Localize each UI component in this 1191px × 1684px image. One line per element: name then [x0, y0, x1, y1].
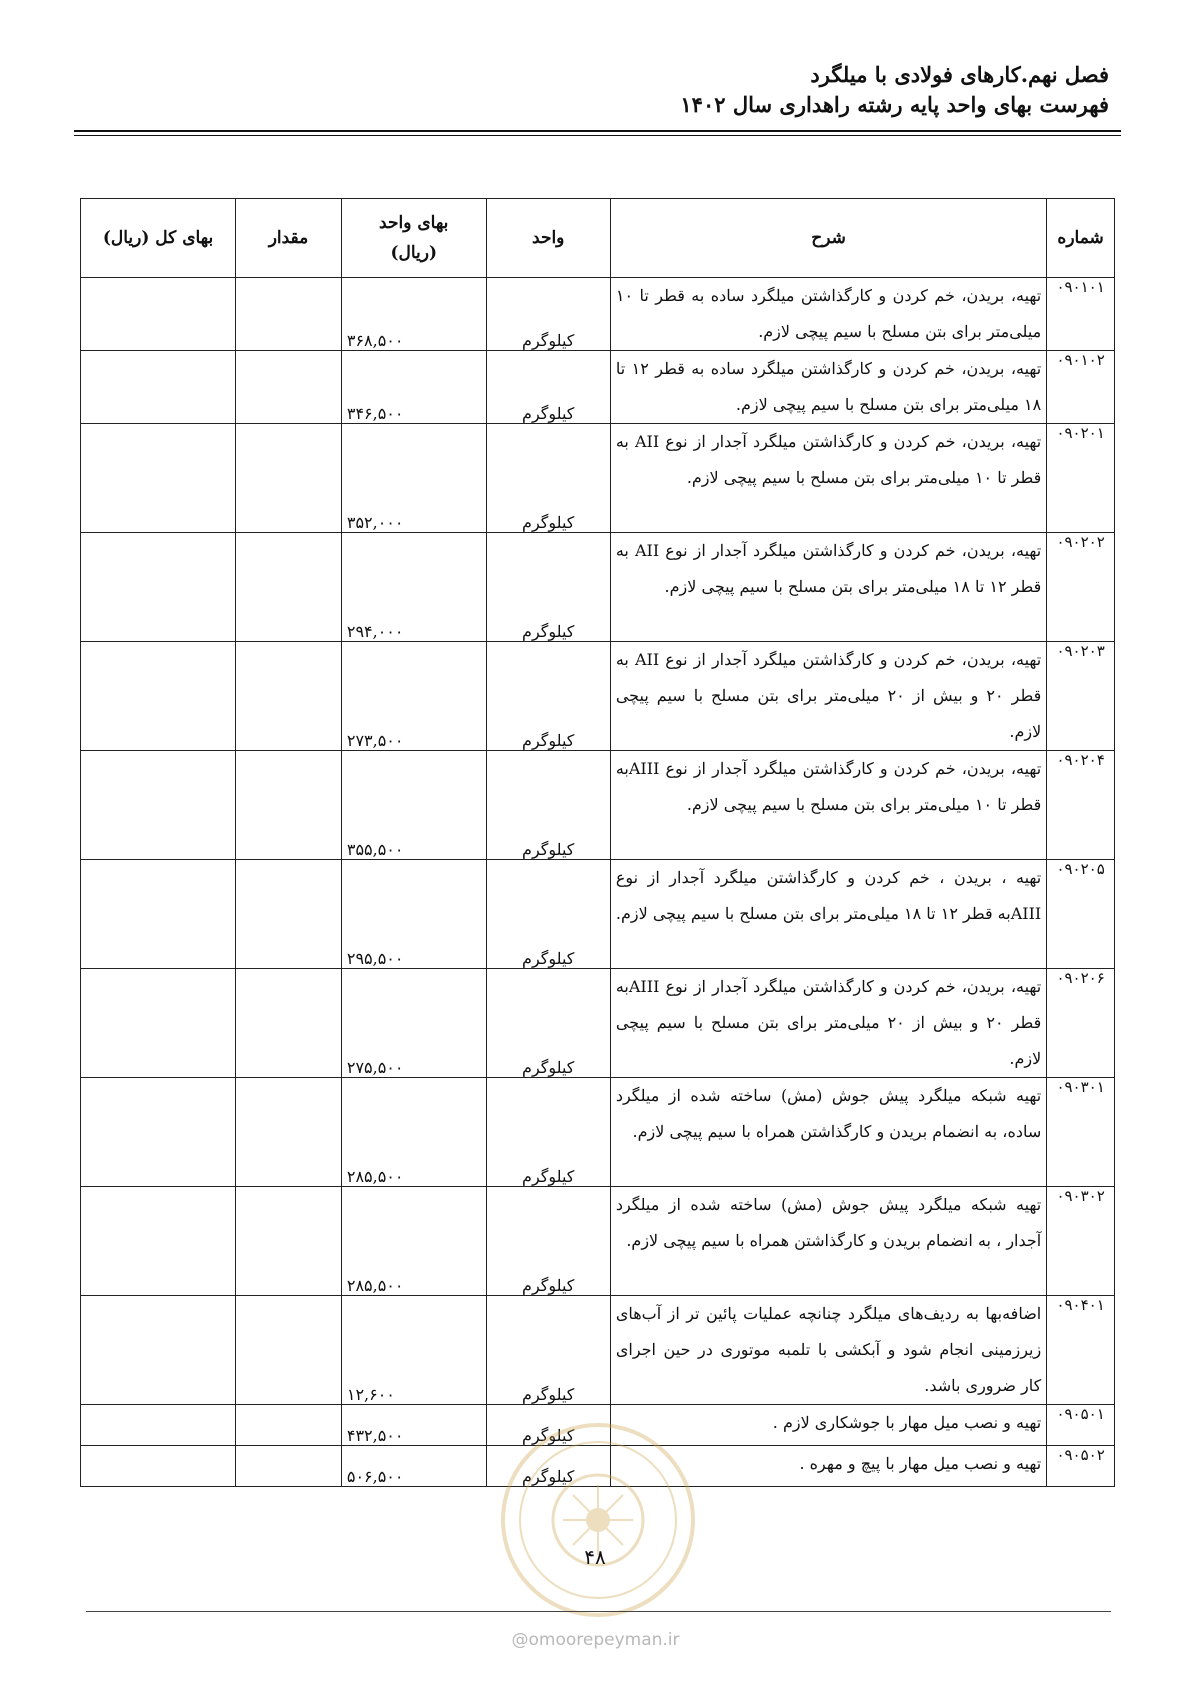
item-quantity [236, 642, 342, 751]
item-total-price [81, 1446, 236, 1487]
item-code: ۰۹۰۳۰۲ [1047, 1187, 1115, 1296]
item-code: ۰۹۰۱۰۲ [1047, 351, 1115, 424]
item-unit-price: ۵۰۶,۵۰۰ [341, 1446, 486, 1487]
item-code: ۰۹۰۵۰۱ [1047, 1405, 1115, 1446]
table-row [81, 751, 1115, 860]
column-header-quantity: مقدار [236, 199, 342, 278]
item-quantity [236, 278, 342, 351]
item-unit: کیلوگرم [486, 1296, 610, 1405]
item-total-price [81, 533, 236, 642]
item-quantity [236, 351, 342, 424]
item-unit: کیلوگرم [486, 860, 610, 969]
column-header-total-price: بهای کل (ریال) [81, 199, 236, 278]
item-unit-price: ۳۵۵,۵۰۰ [341, 751, 486, 860]
table-row [81, 278, 1115, 351]
item-description: تهیه، بریدن، خم کردن و کارگذاشتن میلگرد ساده به قطر ۱۲ تا ۱۸ میلی‌متر برای بتن مسلح با سیم پیچی لازم. [610, 351, 1046, 424]
column-header-description: شرح [610, 199, 1046, 278]
column-header-unit-price-label: بهای واحد (ریال) [379, 213, 449, 263]
item-quantity [236, 1187, 342, 1296]
item-unit: کیلوگرم [486, 533, 610, 642]
price-table [80, 198, 1115, 1487]
item-total-price [81, 278, 236, 351]
item-description: تهیه، بریدن، خم کردن و کارگذاشتن میلگرد آجدار از نوع AIIIبه قطر تا ۱۰ میلی‌متر برای بتن مسلح با سیم پیچی لازم. [610, 751, 1046, 860]
item-unit: کیلوگرم [486, 1446, 610, 1487]
item-unit-price: ۲۸۵,۵۰۰ [341, 1187, 486, 1296]
site-watermark: @omoorepeyman.ir [511, 1630, 680, 1650]
item-description: تهیه و نصب میل مهار با جوشکاری لازم . [610, 1405, 1046, 1446]
item-description: اضافه‌بها به ردیف‌های میلگرد چنانچه عملیات پائین تر از آب‌های زیرزمینی انجام شود و آبکشی با تلمبه موتوری در حین اجرای کار ضروری باشد. [610, 1296, 1046, 1405]
item-quantity [236, 1078, 342, 1187]
item-total-price [81, 351, 236, 424]
table-row [81, 1187, 1115, 1296]
table-row [81, 1296, 1115, 1405]
item-description: تهیه، بریدن، خم کردن و کارگذاشتن میلگرد آجدار از نوع AIIIبه قطر ۲۰ و بیش از ۲۰ میلی‌متر برای بتن مسلح با سیم پیچی لازم. [610, 969, 1046, 1078]
column-header-code: شماره [1047, 199, 1115, 278]
item-description: تهیه، بریدن، خم کردن و کارگذاشتن میلگرد آجدار از نوع AII به قطر تا ۱۰ میلی‌متر برای بتن مسلح با سیم پیچی لازم. [610, 424, 1046, 533]
table-row [81, 860, 1115, 969]
item-total-price [81, 424, 236, 533]
header-divider-thin [74, 135, 1121, 136]
item-code: ۰۹۰۲۰۳ [1047, 642, 1115, 751]
item-total-price [81, 969, 236, 1078]
item-quantity [236, 1296, 342, 1405]
item-total-price [81, 751, 236, 860]
table-row [81, 642, 1115, 751]
item-total-price [81, 1078, 236, 1187]
item-unit-price: ۲۹۴,۰۰۰ [341, 533, 486, 642]
item-unit-price: ۲۸۵,۵۰۰ [341, 1078, 486, 1187]
item-code: ۰۹۰۵۰۲ [1047, 1446, 1115, 1487]
item-description: تهیه و نصب میل مهار با پیچ و مهره . [610, 1446, 1046, 1487]
page-number: ۴۸ [584, 1545, 606, 1569]
item-code: ۰۹۰۲۰۵ [1047, 860, 1115, 969]
item-description: تهیه، بریدن، خم کردن و کارگذاشتن میلگرد آجدار از نوع AII به قطر ۱۲ تا ۱۸ میلی‌متر برای بتن مسلح با سیم پیچی لازم. [610, 533, 1046, 642]
item-quantity [236, 969, 342, 1078]
header-divider [74, 130, 1121, 132]
table-row [81, 969, 1115, 1078]
item-quantity [236, 751, 342, 860]
item-code: ۰۹۰۲۰۶ [1047, 969, 1115, 1078]
item-unit-price: ۳۶۸,۵۰۰ [341, 278, 486, 351]
item-description: تهیه، بریدن، خم کردن و کارگذاشتن میلگرد ساده به قطر تا ۱۰ میلی‌متر برای بتن مسلح با سیم پیچی لازم. [610, 278, 1046, 351]
item-unit: کیلوگرم [486, 751, 610, 860]
item-unit-price: ۲۷۳,۵۰۰ [341, 642, 486, 751]
item-total-price [81, 1187, 236, 1296]
item-code: ۰۹۰۲۰۲ [1047, 533, 1115, 642]
item-code: ۰۹۰۱۰۱ [1047, 278, 1115, 351]
item-unit-price: ۳۴۶,۵۰۰ [341, 351, 486, 424]
item-quantity [236, 533, 342, 642]
table-row [81, 424, 1115, 533]
table-row [81, 351, 1115, 424]
page-header [69, 60, 1119, 120]
item-total-price [81, 1405, 236, 1446]
item-quantity [236, 860, 342, 969]
item-unit-price: ۲۷۵,۵۰۰ [341, 969, 486, 1078]
item-total-price [81, 860, 236, 969]
item-unit-price: ۴۳۲,۵۰۰ [341, 1405, 486, 1446]
item-unit: کیلوگرم [486, 351, 610, 424]
item-unit: کیلوگرم [486, 642, 610, 751]
item-unit-price: ۳۵۲,۰۰۰ [341, 424, 486, 533]
table-header-row [81, 199, 1115, 278]
item-unit-price: ۲۹۵,۵۰۰ [341, 860, 486, 969]
item-unit-price: ۱۲,۶۰۰ [341, 1296, 486, 1405]
column-header-unit: واحد [486, 199, 610, 278]
item-unit: کیلوگرم [486, 1187, 610, 1296]
item-total-price [81, 1296, 236, 1405]
item-total-price [81, 642, 236, 751]
chapter-title: فصل نهم.کارهای فولادی با میلگرد [810, 62, 1109, 87]
footer-divider [86, 1611, 1111, 1612]
price-list-title: فهرست بهای واحد پایه رشته راهداری سال ۱۴۰۲ [680, 92, 1109, 117]
item-code: ۰۹۰۴۰۱ [1047, 1296, 1115, 1405]
item-unit: کیلوگرم [486, 424, 610, 533]
table-row [81, 1405, 1115, 1446]
item-quantity [236, 1405, 342, 1446]
item-unit: کیلوگرم [486, 1078, 610, 1187]
table-row [81, 1078, 1115, 1187]
table-row [81, 533, 1115, 642]
table-body [81, 278, 1115, 1487]
item-description: تهیه شبکه میلگرد پیش جوش (مش) ساخته شده از میلگرد ساده، به انضمام بریدن و کارگذاشتن همراه با سیم پیچی لازم. [610, 1078, 1046, 1187]
column-header-unit-price [341, 199, 486, 278]
item-code: ۰۹۰۲۰۱ [1047, 424, 1115, 533]
item-unit: کیلوگرم [486, 1405, 610, 1446]
item-quantity [236, 424, 342, 533]
item-description: تهیه، بریدن، خم کردن و کارگذاشتن میلگرد آجدار از نوع AII به قطر ۲۰ و بیش از ۲۰ میلی‌متر برای بتن مسلح با سیم پیچی لازم. [610, 642, 1046, 751]
item-unit: کیلوگرم [486, 969, 610, 1078]
table-row [81, 1446, 1115, 1487]
item-quantity [236, 1446, 342, 1487]
item-unit: کیلوگرم [486, 278, 610, 351]
item-description: تهیه شبکه میلگرد پیش جوش (مش) ساخته شده از میلگرد آجدار ، به انضمام بریدن و کارگذاشتن همراه با سیم پیچی لازم. [610, 1187, 1046, 1296]
item-code: ۰۹۰۲۰۴ [1047, 751, 1115, 860]
item-description: تهیه ، بریدن ، خم کردن و کارگذاشتن میلگرد آجدار از نوع AIIIبه قطر ۱۲ تا ۱۸ میلی‌متر برای بتن مسلح با سیم پیچی لازم. [610, 860, 1046, 969]
item-code: ۰۹۰۳۰۱ [1047, 1078, 1115, 1187]
